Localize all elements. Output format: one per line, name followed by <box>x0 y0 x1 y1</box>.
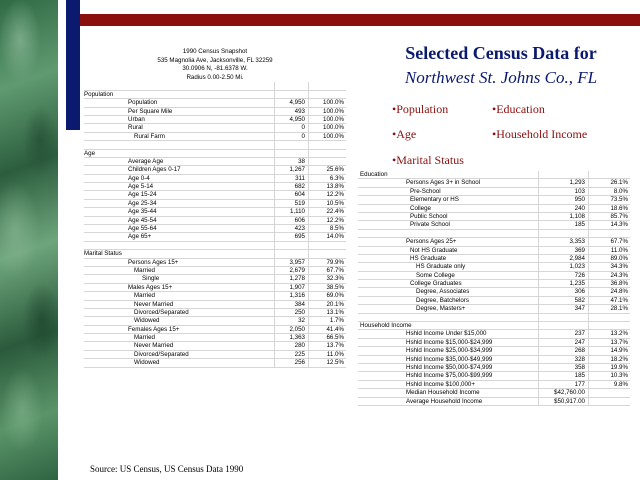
row-count <box>274 242 308 249</box>
table-row <box>84 191 346 199</box>
row-percent: 66.5% <box>308 334 346 341</box>
row-percent <box>308 158 346 165</box>
row-label: Age 15-24 <box>128 191 157 199</box>
snapshot-line: 30.0906 N, -81.6378 W. <box>182 65 248 73</box>
row-count: 384 <box>274 301 308 308</box>
row-percent: 8.5% <box>308 225 346 232</box>
row-percent: 34.3% <box>588 263 630 270</box>
row-percent: 8.0% <box>588 188 630 195</box>
row-label: Widowed <box>134 317 160 325</box>
row-percent: 41.4% <box>308 326 346 333</box>
row-label: College Graduates <box>410 280 462 288</box>
row-label: Elementary or HS <box>410 196 459 204</box>
row-label: Age 45-54 <box>128 216 157 224</box>
bullet-household-income: •Household Income <box>492 127 588 141</box>
row-percent: 100.0% <box>308 99 346 106</box>
row-count <box>538 230 588 237</box>
row-label: Persons Ages 3+ in School <box>406 179 481 187</box>
row-label: Persons Ages 25+ <box>406 238 457 246</box>
row-count: 582 <box>538 297 588 304</box>
table-row <box>84 351 346 359</box>
row-percent: 25.6% <box>308 166 346 173</box>
row-label: Age 35-44 <box>128 208 157 216</box>
table-row <box>84 250 346 258</box>
row-percent: 24.3% <box>588 272 630 279</box>
row-count: 1,267 <box>274 166 308 173</box>
snapshot-line: Radius 0.00-2.50 Mi. <box>186 73 244 81</box>
table-row <box>358 196 630 204</box>
table-row <box>358 171 630 179</box>
table-row <box>84 284 346 292</box>
table-row <box>84 141 346 149</box>
row-label: Never Married <box>134 342 174 350</box>
table-row <box>84 108 346 116</box>
row-count: 328 <box>538 356 588 363</box>
row-count: 1,235 <box>538 280 588 287</box>
row-label: HS Graduate only <box>416 263 466 271</box>
row-percent <box>588 398 630 405</box>
row-count: 250 <box>274 309 308 316</box>
table-row <box>84 166 346 174</box>
left-census-table <box>84 48 346 368</box>
row-label: Married <box>134 292 155 300</box>
row-label: Single <box>142 275 160 283</box>
row-percent: 13.2% <box>588 330 630 337</box>
row-percent: 11.0% <box>308 351 346 358</box>
row-percent: 20.1% <box>308 301 346 308</box>
row-label: Not HS Graduate <box>410 246 458 254</box>
row-label: Education <box>360 171 388 178</box>
row-percent <box>308 250 346 257</box>
table-row <box>358 179 630 187</box>
row-count: 1,363 <box>274 334 308 341</box>
row-count: 32 <box>274 317 308 324</box>
row-label: Age 65+ <box>128 233 152 241</box>
table-row <box>358 305 630 313</box>
row-count: 311 <box>274 175 308 182</box>
row-label <box>358 230 538 237</box>
row-label: Rural <box>128 124 143 132</box>
row-label: Hshld Income Under $15,000 <box>406 330 487 338</box>
row-percent: 85.7% <box>588 213 630 220</box>
row-percent: 14.0% <box>308 233 346 240</box>
row-label: Married <box>134 334 155 342</box>
row-percent: 89.0% <box>588 255 630 262</box>
table-row <box>358 238 630 246</box>
row-label: Public School <box>410 212 448 220</box>
row-count: 1,293 <box>538 179 588 186</box>
row-label: Hshld Income $25,000-$34,999 <box>406 347 493 355</box>
row-count: 225 <box>274 351 308 358</box>
snapshot-line: 1990 Census Snapshot <box>182 48 248 55</box>
table-row <box>358 221 630 229</box>
table-row <box>358 288 630 296</box>
row-count: 177 <box>538 381 588 388</box>
row-label: Divorced/Separated <box>134 350 189 358</box>
table-row <box>358 347 630 355</box>
row-count: 240 <box>538 205 588 212</box>
row-percent: 67.7% <box>588 238 630 245</box>
row-count <box>274 141 308 148</box>
row-label: Private School <box>410 221 450 229</box>
table-row <box>84 150 346 158</box>
table-row <box>84 82 346 90</box>
row-count: 358 <box>538 364 588 371</box>
row-label: Household Income <box>360 322 412 330</box>
row-count: 237 <box>538 330 588 337</box>
table-row <box>358 230 630 238</box>
row-count: 4,950 <box>274 99 308 106</box>
row-count <box>538 322 588 329</box>
row-count <box>538 314 588 321</box>
row-count: 3,353 <box>538 238 588 245</box>
row-percent <box>588 230 630 237</box>
right-rows <box>358 171 630 406</box>
table-row <box>84 175 346 183</box>
row-label: Age 0-4 <box>128 174 150 182</box>
bullet-population: •Population <box>392 102 449 116</box>
snapshot-header <box>84 48 346 82</box>
row-percent: 26.1% <box>588 179 630 186</box>
row-label: Degree, Batchelors <box>416 296 469 304</box>
row-label: Age 5-14 <box>128 183 154 191</box>
row-percent: 6.3% <box>308 175 346 182</box>
row-percent: 12.5% <box>308 359 346 366</box>
row-percent: 79.9% <box>308 259 346 266</box>
table-row <box>358 381 630 389</box>
slide-title: Selected Census Data for <box>405 43 597 63</box>
row-count: 1,316 <box>274 292 308 299</box>
row-label: Divorced/Separated <box>134 308 189 316</box>
navy-accent-bar <box>66 0 80 130</box>
row-count: 4,950 <box>274 116 308 123</box>
row-percent: 11.0% <box>588 247 630 254</box>
table-row <box>84 225 346 233</box>
row-label: Married <box>134 266 155 274</box>
row-label <box>358 314 538 321</box>
table-row <box>84 233 346 241</box>
row-count: 695 <box>274 233 308 240</box>
row-percent: 100.0% <box>308 124 346 131</box>
row-percent: 19.9% <box>588 364 630 371</box>
row-label: Males Ages 15+ <box>128 283 173 291</box>
row-percent: 67.7% <box>308 267 346 274</box>
row-label: Pre-School <box>410 187 441 195</box>
table-row <box>358 322 630 330</box>
row-percent: 1.7% <box>308 317 346 324</box>
table-row <box>358 330 630 338</box>
table-row <box>84 158 346 166</box>
slide-subtitle: Northwest St. Johns Co., FL <box>404 68 598 87</box>
row-label <box>84 82 274 89</box>
row-percent: 38.5% <box>308 284 346 291</box>
marble-strip <box>0 0 58 480</box>
row-count: 1,907 <box>274 284 308 291</box>
row-count: 1,278 <box>274 275 308 282</box>
table-row <box>358 263 630 271</box>
row-count: 2,050 <box>274 326 308 333</box>
row-percent: 12.2% <box>308 191 346 198</box>
table-row <box>358 205 630 213</box>
bullet-education: •Education <box>492 102 545 116</box>
row-count: 519 <box>274 200 308 207</box>
row-percent: 14.9% <box>588 347 630 354</box>
row-count: 1,108 <box>538 213 588 220</box>
table-row <box>358 364 630 372</box>
table-row <box>84 334 346 342</box>
row-count: 0 <box>274 124 308 131</box>
right-census-table <box>358 171 630 406</box>
row-percent: 10.3% <box>588 372 630 379</box>
table-row <box>358 372 630 380</box>
row-percent <box>588 314 630 321</box>
row-count <box>274 250 308 257</box>
row-label: Hshld Income $75,000-$99,999 <box>406 372 493 380</box>
row-percent: 100.0% <box>308 116 346 123</box>
row-count: 950 <box>538 196 588 203</box>
row-count: 604 <box>274 191 308 198</box>
row-label: Some College <box>416 271 455 279</box>
table-row <box>84 267 346 275</box>
row-label: Females Ages 15+ <box>128 325 180 333</box>
row-label: Hshld Income $15,000-$24,999 <box>406 338 493 346</box>
row-count <box>274 91 308 98</box>
row-percent: 100.0% <box>308 133 346 140</box>
row-count: 256 <box>274 359 308 366</box>
row-percent <box>308 82 346 89</box>
row-percent <box>588 389 630 396</box>
row-label: Median Household Income <box>406 389 480 397</box>
table-row <box>84 317 346 325</box>
table-row <box>84 301 346 309</box>
row-percent: 73.5% <box>588 196 630 203</box>
row-percent: 14.3% <box>588 221 630 228</box>
row-percent: 100.0% <box>308 108 346 115</box>
row-count: 103 <box>538 188 588 195</box>
row-label: Children Ages 0-17 <box>128 166 181 174</box>
table-row <box>84 91 346 99</box>
row-count <box>274 150 308 157</box>
left-rows <box>84 82 346 367</box>
row-count: 726 <box>538 272 588 279</box>
table-row <box>84 259 346 267</box>
row-percent <box>308 150 346 157</box>
source-note: Source: US Census, US Census Data 1990 <box>90 464 244 474</box>
table-row <box>84 133 346 141</box>
row-count: 38 <box>274 158 308 165</box>
red-accent-bar <box>80 14 640 26</box>
row-count: 1,110 <box>274 208 308 215</box>
row-percent <box>308 242 346 249</box>
row-label: Hshld Income $50,000-$74,999 <box>406 363 493 371</box>
row-count: 423 <box>274 225 308 232</box>
table-row <box>358 255 630 263</box>
row-label: Degree, Associates <box>416 288 470 296</box>
row-label: Persons Ages 15+ <box>128 258 179 266</box>
row-label: Hshld Income $35,000-$49,999 <box>406 355 493 363</box>
table-row <box>84 342 346 350</box>
row-percent: 18.6% <box>588 205 630 212</box>
row-label: Never Married <box>134 300 174 308</box>
row-label <box>84 141 274 148</box>
row-label <box>84 242 274 249</box>
row-percent: 13.1% <box>308 309 346 316</box>
row-percent: 13.8% <box>308 183 346 190</box>
row-label: Age 25-34 <box>128 199 157 207</box>
table-row <box>358 314 630 322</box>
row-label: Urban <box>128 115 145 123</box>
row-label: Average Age <box>128 157 164 165</box>
row-count: 306 <box>538 288 588 295</box>
table-row <box>84 309 346 317</box>
row-label: HS Graduate <box>410 254 447 262</box>
table-row <box>84 116 346 124</box>
row-percent: 24.8% <box>588 288 630 295</box>
row-count <box>274 82 308 89</box>
bullet-marital-status: •Marital Status <box>392 153 464 167</box>
row-label: Population <box>84 90 114 98</box>
row-count: 0 <box>274 133 308 140</box>
row-count: 369 <box>538 247 588 254</box>
table-row <box>358 188 630 196</box>
row-count: 185 <box>538 372 588 379</box>
row-percent: 18.2% <box>588 356 630 363</box>
row-label: Marital Status <box>84 250 122 258</box>
row-percent: 32.3% <box>308 275 346 282</box>
table-row <box>358 272 630 280</box>
table-row <box>84 275 346 283</box>
table-row <box>358 356 630 364</box>
row-label: Widowed <box>134 359 160 367</box>
row-count: 347 <box>538 305 588 312</box>
snapshot-line: 535 Magnolia Ave, Jacksonville, FL 32259 <box>157 56 273 64</box>
row-label: Rural Farm <box>134 132 165 140</box>
row-count: 2,984 <box>538 255 588 262</box>
row-count: $50,917.00 <box>538 398 588 405</box>
row-count: $42,760.00 <box>538 389 588 396</box>
table-row <box>358 280 630 288</box>
row-label: Per Square Mile <box>128 107 173 115</box>
row-label: Hshld Income $100,000+ <box>406 380 475 388</box>
row-label: Population <box>128 99 158 107</box>
table-row <box>358 297 630 305</box>
bullet-age: •Age <box>392 127 417 141</box>
row-count <box>538 171 588 178</box>
table-row <box>84 200 346 208</box>
table-row <box>358 339 630 347</box>
table-row <box>84 359 346 367</box>
table-row <box>84 99 346 107</box>
row-count: 268 <box>538 347 588 354</box>
table-row <box>358 389 630 397</box>
row-percent: 69.0% <box>308 292 346 299</box>
row-count: 606 <box>274 217 308 224</box>
row-label: Age 55-64 <box>128 225 157 233</box>
table-row <box>84 124 346 132</box>
table-row <box>358 398 630 406</box>
row-count: 3,957 <box>274 259 308 266</box>
row-percent <box>308 141 346 148</box>
table-row <box>358 213 630 221</box>
row-count: 493 <box>274 108 308 115</box>
row-count: 247 <box>538 339 588 346</box>
row-percent <box>588 322 630 329</box>
row-label: Average Household Income <box>406 397 483 405</box>
table-row <box>84 326 346 334</box>
row-label: Degree, Masters+ <box>416 305 466 313</box>
table-row <box>84 292 346 300</box>
row-count: 185 <box>538 221 588 228</box>
row-label: Age <box>84 149 96 157</box>
row-percent: 36.8% <box>588 280 630 287</box>
row-percent: 13.7% <box>308 342 346 349</box>
table-row <box>84 217 346 225</box>
table-row <box>84 242 346 250</box>
table-row <box>358 247 630 255</box>
row-percent: 28.1% <box>588 305 630 312</box>
row-percent: 22.4% <box>308 208 346 215</box>
row-percent: 10.5% <box>308 200 346 207</box>
row-percent <box>308 91 346 98</box>
row-count: 1,023 <box>538 263 588 270</box>
row-percent <box>588 171 630 178</box>
row-percent: 47.1% <box>588 297 630 304</box>
row-percent: 9.8% <box>588 381 630 388</box>
row-count: 682 <box>274 183 308 190</box>
table-row <box>84 208 346 216</box>
row-percent: 12.2% <box>308 217 346 224</box>
row-percent: 13.7% <box>588 339 630 346</box>
table-row <box>84 183 346 191</box>
row-label: College <box>410 204 431 212</box>
row-count: 2,679 <box>274 267 308 274</box>
row-count: 280 <box>274 342 308 349</box>
